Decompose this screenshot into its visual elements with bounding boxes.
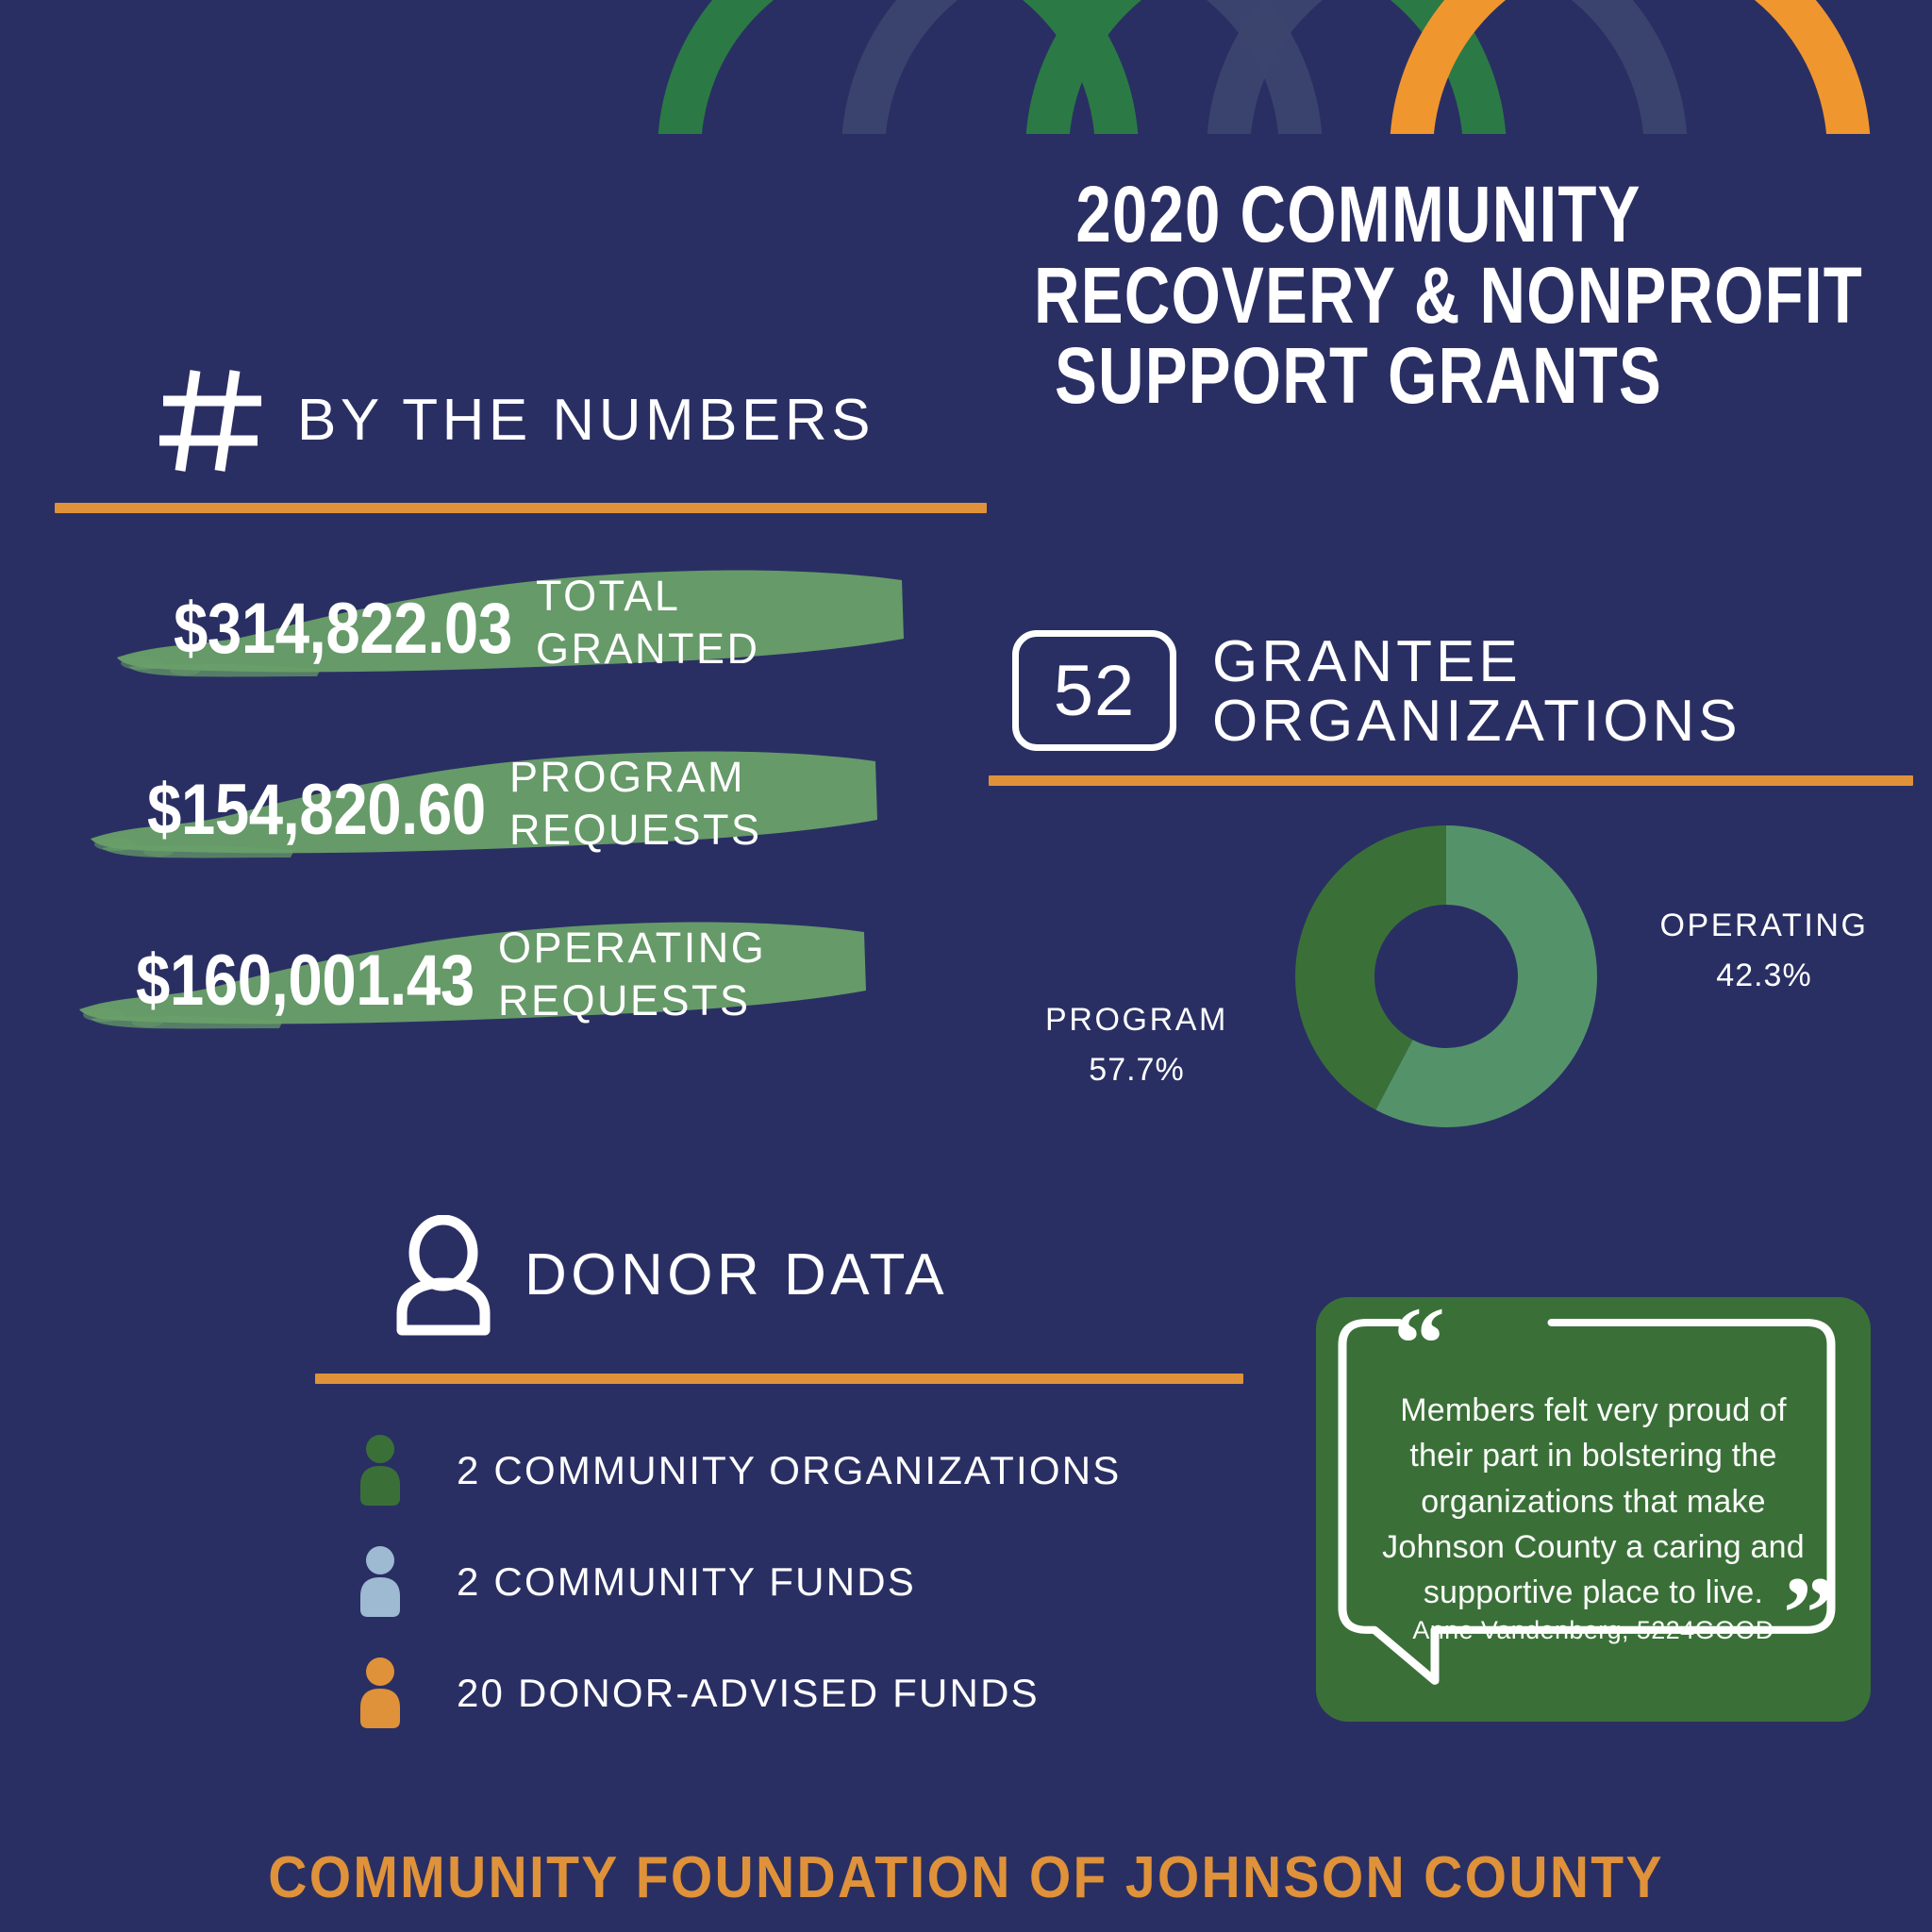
title-line-2: RECOVERY & NONPROFIT xyxy=(1034,250,1864,340)
donor-list-item-label: 2 COMMUNITY ORGANIZATIONS xyxy=(457,1448,1122,1492)
title-line-1: 2020 COMMUNITY xyxy=(1075,170,1641,258)
stat-row-operating-requests xyxy=(57,904,877,1055)
stat-label-line-2: GRANTED xyxy=(536,625,760,673)
grantee-count-value: 52 xyxy=(1053,650,1136,731)
donor-list-item-label: 20 DONOR-ADVISED FUNDS xyxy=(457,1671,1040,1715)
quote-line-4: Johnson County a caring and xyxy=(1382,1528,1805,1565)
quote-line-2: their part in bolstering the xyxy=(1409,1438,1777,1474)
stat-label-line-2: REQUESTS xyxy=(498,976,751,1024)
donor-data-heading xyxy=(391,1215,948,1336)
stat-label-line-1: OPERATING xyxy=(498,924,767,972)
person-icon xyxy=(358,1545,402,1619)
quote-line-3: organizations that make xyxy=(1421,1483,1766,1520)
quote-line-5: supportive place to live. xyxy=(1423,1574,1764,1611)
grantee-divider xyxy=(989,775,1913,786)
person-outline-icon xyxy=(391,1215,496,1336)
donut-label-operating xyxy=(1656,901,1873,1000)
hash-icon xyxy=(156,363,269,478)
stat-label-line-1: PROGRAM xyxy=(509,753,746,801)
quote-open-mark: “ xyxy=(1393,1286,1445,1401)
donor-list-item-donor-advised-funds xyxy=(358,1657,1040,1730)
by-the-numbers-heading xyxy=(156,363,874,478)
donut-label-program-pct: 57.7% xyxy=(1089,1051,1185,1088)
funding-donut-chart xyxy=(1295,825,1597,1127)
stat-amount: $154,820.60 xyxy=(147,770,486,850)
donut-label-program xyxy=(1038,995,1236,1094)
stat-amount: $314,822.03 xyxy=(174,589,512,669)
grantee-heading-line-2: ORGANIZATIONS xyxy=(1212,689,1741,755)
grantee-count-badge xyxy=(1012,630,1176,751)
quote-close-mark: ” xyxy=(1783,1556,1835,1671)
stat-row-program-requests xyxy=(68,733,889,884)
testimonial-card xyxy=(1316,1286,1871,1722)
page-title xyxy=(1034,170,1864,421)
donor-data-divider xyxy=(315,1374,1243,1384)
three-arch-logo xyxy=(651,0,1932,134)
stat-label-line-2: REQUESTS xyxy=(509,806,762,854)
donut-label-operating-name: OPERATING xyxy=(1659,908,1869,943)
grantee-heading-line-1: GRANTEE xyxy=(1212,629,1522,694)
grantee-heading xyxy=(1212,629,1741,755)
donut-label-program-name: PROGRAM xyxy=(1045,1002,1228,1038)
organization-footer: COMMUNITY FOUNDATION OF JOHNSON COUNTY xyxy=(268,1845,1664,1910)
donor-list-item-community-funds xyxy=(358,1545,916,1619)
stat-amount: $160,001.43 xyxy=(136,941,475,1021)
donor-list-item-community-organizations xyxy=(358,1434,1121,1507)
quote-attribution: Anne Vandenberg, 5224GOOD xyxy=(1412,1616,1774,1644)
quote-body xyxy=(1359,1388,1827,1615)
person-icon xyxy=(358,1434,402,1507)
donor-data-label: DONOR DATA xyxy=(525,1242,949,1308)
by-the-numbers-divider xyxy=(55,503,987,513)
by-the-numbers-label: BY THE NUMBERS xyxy=(297,388,874,454)
person-icon xyxy=(358,1657,402,1730)
quote-line-1: Members felt very proud of xyxy=(1400,1392,1787,1428)
stat-label-line-1: TOTAL xyxy=(536,572,681,620)
donut-label-operating-pct: 42.3% xyxy=(1716,957,1812,993)
donor-list-item-label: 2 COMMUNITY FUNDS xyxy=(457,1559,916,1604)
title-line-3: SUPPORT GRANTS xyxy=(1054,331,1663,421)
stat-row-total-granted xyxy=(94,552,915,703)
